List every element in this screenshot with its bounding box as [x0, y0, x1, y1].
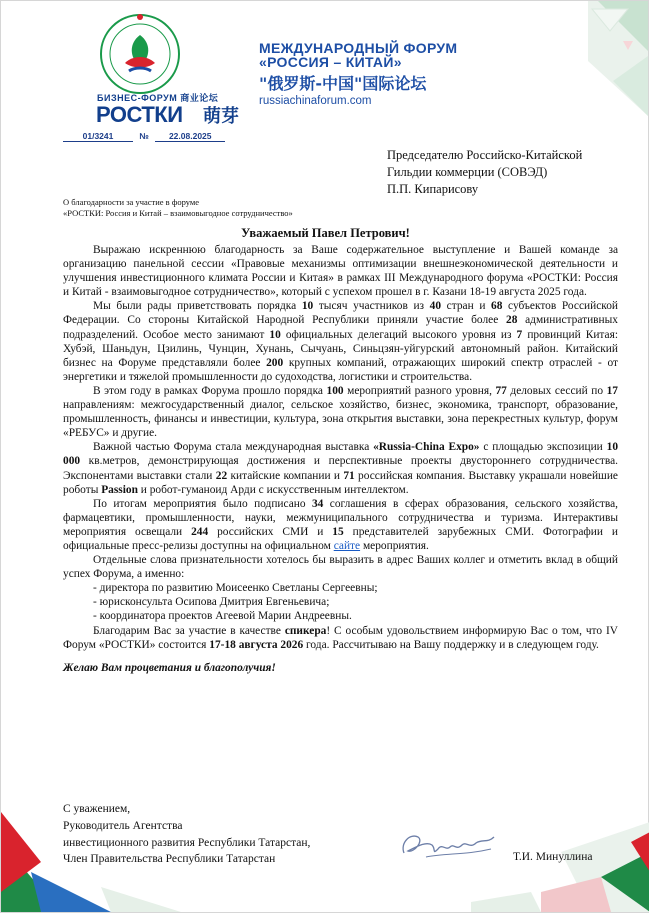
- paragraph-7: Благодарим Вас за участие в качестве спикера! С особым удовольствием информирую Вас о том, что IV Форум «РОСТКИ» состоится 17-18 августа 2026 года. Рассчитываю на Вашу поддержку и в следующем году.: [63, 624, 618, 651]
- greeting: Уважаемый Павел Петрович!: [241, 226, 410, 240]
- list-item: - юрисконсульта Осипова Дмитрия Евгеньевича;: [93, 596, 330, 609]
- outgoing-date: 22.08.2025: [155, 131, 225, 142]
- forum-title-cn: "俄罗斯-中国"国际论坛: [259, 74, 427, 93]
- list-item: - директора по развитию Моисеенко Светланы Сергеевны;: [93, 582, 378, 595]
- addressee-block: Председателю Российско-Китайской Гильдии коммерции (СОВЭД) П.П. Кипарисову: [387, 148, 583, 196]
- letter-body: [63, 243, 618, 675]
- list-item: - координатора проектов Агеевой Марии Андреевны.: [93, 610, 352, 623]
- rostki-emblem-icon: [99, 13, 181, 95]
- rostki-wordmark-cn: 萌芽: [203, 106, 239, 127]
- outgoing-number-value: 01/3241: [63, 131, 133, 142]
- signer-name: Т.И. Минуллина: [513, 851, 593, 863]
- outgoing-number: 01/3241 № 22.08.2025: [63, 131, 225, 142]
- paragraph-2: Мы были рады приветствовать порядка 10 тысяч участников из 40 стран и 68 субъектов Российской Федерации. Со стороны Китайской Народной Республики приняли участие более 28 административных подразделений. Особое место занимают 10 официальных делегаций высокого уровня из 7 провинций Китая: Хубэй, Шаньдун, Цзилинь, Чунцин, Хунань, Сычуань, Синьцзян-уйгурский автономный район. Китайский бизнес на Форуме представляли более 200 крупных компаний, отражающих широкий спектр отраслей - от энергетики и тяжелой промышленности до судоходства, логистики и строительства.: [63, 300, 619, 383]
- subject-line: О благодарности за участие в форуме «РОСТКИ: Россия и Китай – взаимовыгодное сотрудничество»: [63, 197, 293, 218]
- forum-url: russiachinaforum.com: [259, 95, 372, 107]
- forum-title: МЕЖДУНАРОДНЫЙ ФОРУМ «РОССИЯ – КИТАЙ»: [259, 40, 458, 70]
- handwritten-signature: [396, 823, 506, 865]
- paragraph-3: В этом году в рамках Форума прошло порядка 100 мероприятий разного уровня, 77 деловых сессий по 17 направлениям: межгосударственный диалог, сельское хозяйство, бизнес, экономика, транспорт, образование, промышленность, финансы и инвестиции, культура, зона открытия выставки, зона перекрестных культур, форум «РЕБУС» и другие.: [63, 384, 618, 440]
- rostki-logo: [61, 13, 241, 125]
- rostki-wordmark: РОСТКИ: [96, 102, 183, 127]
- signature-block: С уважением, Руководитель Агентства инвестиционного развития Республики Татарстан, Член Правительства Республики Татарстан: [63, 803, 311, 866]
- paragraph-5: По итогам мероприятия было подписано 34 соглашения в сферах образования, сельского хозяйства, фармацевтики, промышленности, науки, межмуниципального сотрудничества и туризма. Интерактивы мероприятия освещали 244 российских СМИ и 15 представителей зарубежных СМИ. Фотографии и официальные пресс-релизы доступны на официальном сайте мероприятия.: [63, 497, 618, 552]
- closing-wish: Желаю Вам процветания и благополучия!: [63, 661, 276, 674]
- biz-forum-label: БИЗНЕС-ФОРУМ 商业论坛: [97, 93, 219, 103]
- paragraph-1: Выражаю искреннюю благодарность за Ваше содержательное выступление и Вашей команде за организацию панельной сессии «Правовые механизмы оптимизации внешнеэкономической деятельности и улучшения инвестиционного климата России и Китая» в рамках III Международного форума «РОСТКИ: Россия и Китай - взаимовыгодное сотрудничество», который с успехом прошел в г. Казани 18-19 августа 2025 года.: [63, 244, 618, 299]
- ornament-corner-decoration: [528, 1, 648, 116]
- website-link[interactable]: сайте: [333, 539, 361, 552]
- paragraph-4: Важной частью Форума стала международная выставка «Russia-China Expo» с площадью экспозиции 10 000 кв.метров, демонстрирующая достижения и перспективные проекты двустороннего сотрудничества. Экспонентами выставки стали 22 китайские компании и 71 российская компания. Выставку украшали новейшие роботы Passion и робот-гуманоид Арди с искусственным интеллектом.: [63, 441, 619, 496]
- paragraph-6: Отдельные слова признательности хотелось бы выразить в адрес Ваших коллег и отметить вклад в общий успех Форума, а именно:: [63, 554, 618, 581]
